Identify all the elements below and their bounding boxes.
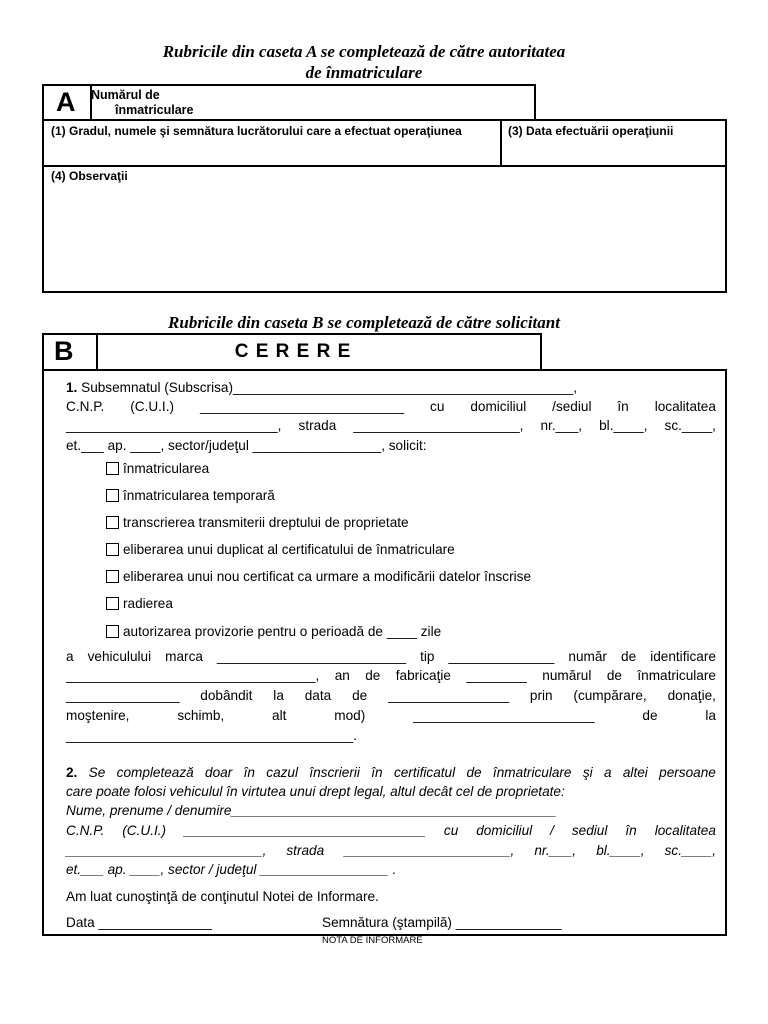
acknowledgement-text: Am luat cunoştinţă de conţinutul Notei de Informare. [66, 889, 379, 904]
section-b-header-box [42, 333, 542, 371]
vehicle-acquired-line: _______________ dobândit la data de ________________ prin (cumpărare, donaţie, [66, 688, 716, 703]
section-a-fields-box [42, 119, 727, 293]
applicant-sector-line: et.___ ap. ____, sector/judeţul _________________, solicit: [66, 438, 427, 453]
operation-date-field-label: (3) Data efectuării operaţiunii [508, 124, 674, 138]
other-person-name-line: Nume, prenume / denumire___________________________________________ [66, 803, 557, 818]
paragraph-2-intro-line: 2. Se completează doar în cazul înscrierii în certificatul de înmatriculare şi a altei persoane [66, 765, 716, 780]
section-b-letter: B [54, 336, 74, 366]
paragraph-2-number: 2. [66, 765, 78, 780]
applicant-address-line: ____________________________, strada ______________________, nr.___, bl.____, sc.____, [66, 418, 716, 433]
section-a-heading [60, 41, 668, 83]
request-title: C E R E R E [234, 341, 352, 362]
checkbox-provisional-authorization[interactable] [106, 625, 119, 638]
option-new-certificate[interactable]: eliberarea unui nou certificat ca urmare a modificării datelor înscrise [106, 569, 531, 584]
observations-field-label: (4) Observaţii [51, 169, 128, 183]
option-deregistration[interactable]: radierea [106, 596, 173, 611]
option-ownership-transfer[interactable]: transcrierea transmiterii dreptului de proprietate [106, 515, 409, 530]
section-a-heading-line2: de înmatriculare [305, 63, 423, 82]
registration-number-label: Numărul de înmatriculare [91, 88, 194, 117]
section-a-header-box [42, 84, 536, 121]
checkbox-new-certificate[interactable] [106, 570, 119, 583]
checkbox-temporary-registration[interactable] [106, 489, 119, 502]
vehicle-year-line: _________________________________, an de fabricaţie ________ numărul de înmatriculare [66, 668, 716, 683]
vehicle-from-line: ______________________________________. [66, 728, 358, 743]
section-a-heading-line1: Rubricile din caseta A se completează de către autoritatea [162, 42, 566, 61]
other-person-cnp-line: C.N.P. (C.U.I.) ________________________________ cu domiciliul / sediul în localitatea [66, 823, 716, 838]
section-a-col-divider [500, 119, 502, 165]
vehicle-acquisition-mode-line: moştenire, schimb, alt mod) ________________________ de la [66, 708, 716, 723]
applicant-name-line [66, 380, 716, 395]
option-provisional-authorization[interactable]: autorizarea provizorie pentru o perioadă de ____ zile [106, 624, 441, 639]
checkbox-ownership-transfer[interactable] [106, 516, 119, 529]
operator-field-label: (1) Gradul, numele şi semnătura lucrătorului care a efectuat operaţiunea [51, 124, 462, 138]
option-temporary-registration[interactable]: înmatricularea temporară [106, 488, 275, 503]
section-a-row-divider [42, 165, 727, 167]
other-person-sector-line: et.___ ap. ____, sector / judeţul _________________ . [66, 862, 397, 877]
other-person-address-line: __________________________, strada ______________________, nr.___, bl.____, sc.____, [66, 843, 716, 858]
checkbox-deregistration[interactable] [106, 597, 119, 610]
option-duplicate-certificate[interactable]: eliberarea unui duplicat al certificatului de înmatriculare [106, 542, 455, 557]
checkbox-duplicate-certificate[interactable] [106, 543, 119, 556]
section-a-letter: A [56, 87, 76, 117]
option-registration[interactable]: înmatricularea [106, 461, 209, 476]
checkbox-registration[interactable] [106, 462, 119, 475]
paragraph-2-legal-right-line: care poate folosi vehiculul în virtutea unui drept legal, altul decât cel de proprietate: [66, 784, 565, 799]
section-b-heading: Rubricile din caseta B se completează de către solicitant [168, 313, 560, 332]
signature-label: Semnătura (ştampilă) ______________ [322, 915, 562, 930]
vehicle-make-line: a vehiculului marca _________________________ tip ______________ număr de identificare [66, 649, 716, 664]
paragraph-1-number: 1. [66, 380, 78, 395]
applicant-cnp-line: C.N.P. (C.U.I.) ___________________________ cu domiciliul /sediul în localitatea [66, 399, 716, 414]
applicant-name-text: Subsemnatul (Subscrisa)_____________________________________________, [81, 380, 577, 395]
date-label: Data _______________ [66, 915, 212, 930]
information-note-label: NOTA DE INFORMARE [322, 935, 423, 946]
